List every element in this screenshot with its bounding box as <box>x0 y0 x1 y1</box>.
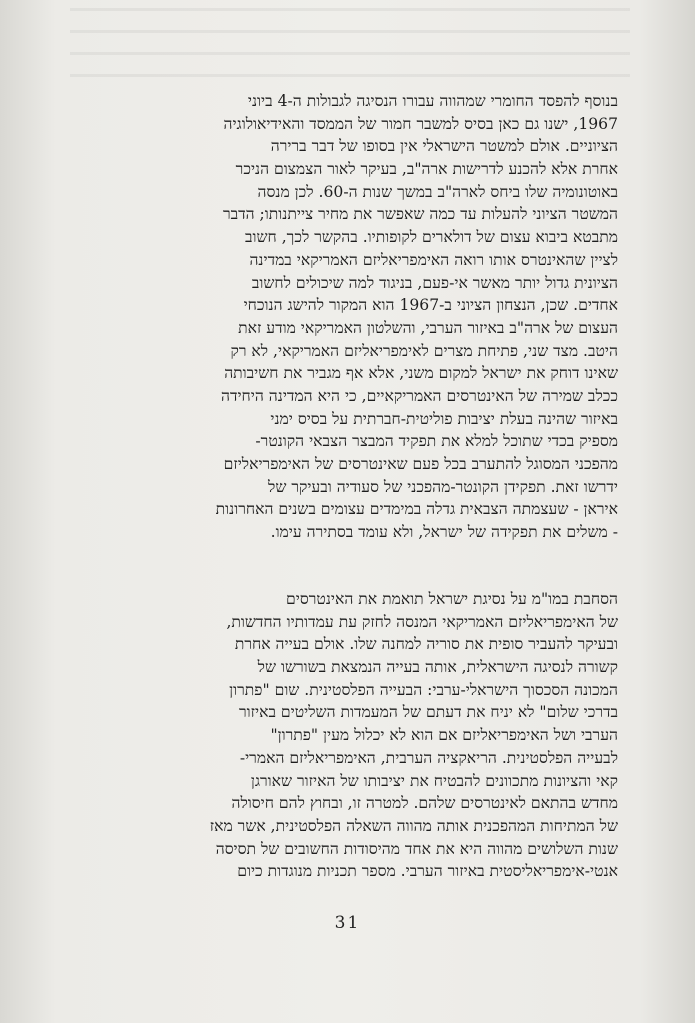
text-line: קאי והציונות מתכוונים להבטיח את יציבותו של האיזור שאורגן <box>250 771 618 790</box>
show-through-text <box>70 8 630 78</box>
text-line: באוטונומיה שלו ביחס לארה"ב במשך שנות ה-60. לכן מנסה <box>257 182 618 201</box>
text-line: ידרשו זאת. תפקידן הקונטר-מהפכני של סעודיה ובעיקר של <box>268 477 618 496</box>
text-line: 1967, ישנו גם כאן בסיס למשבר חמור של הממסד והאידיאולוגיה <box>223 114 618 133</box>
paragraph-2 <box>78 588 618 883</box>
text-line: המשטר הציוני להעלות עד כמה שאפשר את מחיר צייתנותו; הדבר <box>222 205 618 224</box>
text-line: ככלב שמירה של האינטרסים האמריקאיים, כי היא המדינה היחידה <box>220 386 618 405</box>
text-line: העצום של ארה"ב באיזור הערבי, והשלטון האמריקאי מודע זאת <box>238 318 618 337</box>
text-line: באיזור שהינה בעלת יציבות פוליטית-חברתית על בסיס ימני <box>270 409 618 428</box>
text-line: לציין שהאינטרס אותו רואה האימפריאליזם האמריקאי במדינה <box>249 250 618 269</box>
text-line: - משלים את תפקידה של ישראל, ולא עומד בסתירה עימו. <box>270 523 618 542</box>
text-line: הערבי ושל האימפריאליזם אם הוא לא יכלול מעין "פתרון" <box>270 726 618 745</box>
text-line: מתבטא ביבוא עצום של דולארים לקופותיו. בהקשר לכך, חשוב <box>244 228 618 247</box>
text-line: שנות השלושים מהווה היא את אחד מהיסודות החשובים של תסיסה <box>215 839 618 858</box>
text-line: בדרכי שלום" לא יניח את דעתם של המעמדות השליטים באיזור <box>239 703 618 722</box>
text-line: מהפכני המסוגל להתערב בכל פעם שאינטרסים של האימפריאליזם <box>223 455 618 473</box>
text-line: אנטי-אימפריאליסטית באיזור הערבי. מספר תכניות מנוגדות כיום <box>237 862 618 881</box>
text-line: מחדש בהתאם לאינטרסים שלהם. למטרה זו, ובחוץ להם חיסולה <box>231 794 618 813</box>
text-line: ובעיקר להעביר סופית את סוריה למחנה שלו. אולם בעייה אחרת <box>234 635 618 654</box>
text-line: בנוסף להפסד החומרי שמהווה עבורו הנסיגה לגבולות ה-4 ביוני <box>247 92 618 110</box>
text-line: איראן - שעצמתה הצבאית גדלה במימדים עצומים בשנים האחרונות <box>215 500 618 519</box>
text-line: של האימפריאליזם האמריקאי המנסה לחזק עת עמדותיו החדשות, <box>226 612 618 631</box>
text-line: לבעייה הפלסטינית. הריאקציה הערבית, האימפריאליזם האמרי- <box>239 748 618 767</box>
text-line: היטב. מצד שני, פתיחת מצרים לאימפריאליזם האמריקאי, לא רק <box>230 341 618 360</box>
text-line: מספיק בכדי שתוכל למלא את תפקיד המבצר הצבאי הקונטר- <box>255 432 618 451</box>
page-number: 31 <box>334 913 361 933</box>
text-line: שאינו דוחק את ישראל למקום משני, אלא אף מגביר את חשיבותה <box>224 364 618 383</box>
paragraph-1 <box>78 90 618 544</box>
text-line: של המתיחות המהפכנית אותה מהווה השאלה הפלסטינית, אשר מאז <box>209 816 618 835</box>
text-line: הציוניים. אולם למשטר הישראלי אין בסופו של דבר ברירה <box>270 137 618 156</box>
text-line: המכונה הסכסוך הישראלי-ערבי: הבעייה הפלסטינית. שום "פתרון <box>229 680 618 699</box>
text-line: אחרת אלא להכנע לדרישות ארה"ב, בעיקר לאור הצמצום הניכר <box>235 160 618 179</box>
text-line: קשורה לנסיגה הישראלית, אותה בעייה הנמצאת בשורשו של <box>257 658 618 677</box>
text-line: אחדים. שכן, הנצחון הציוני ב-1967 הוא המקור להישג הנוכחי <box>243 296 618 315</box>
text-line: הסחבת במו"מ על נסיגת ישראל תואמת את האינטרסים <box>286 590 618 608</box>
text-line: הציונית גדול יותר מאשר אי-פעם, בניגוד למה שיכולים לחשוב <box>251 273 618 292</box>
